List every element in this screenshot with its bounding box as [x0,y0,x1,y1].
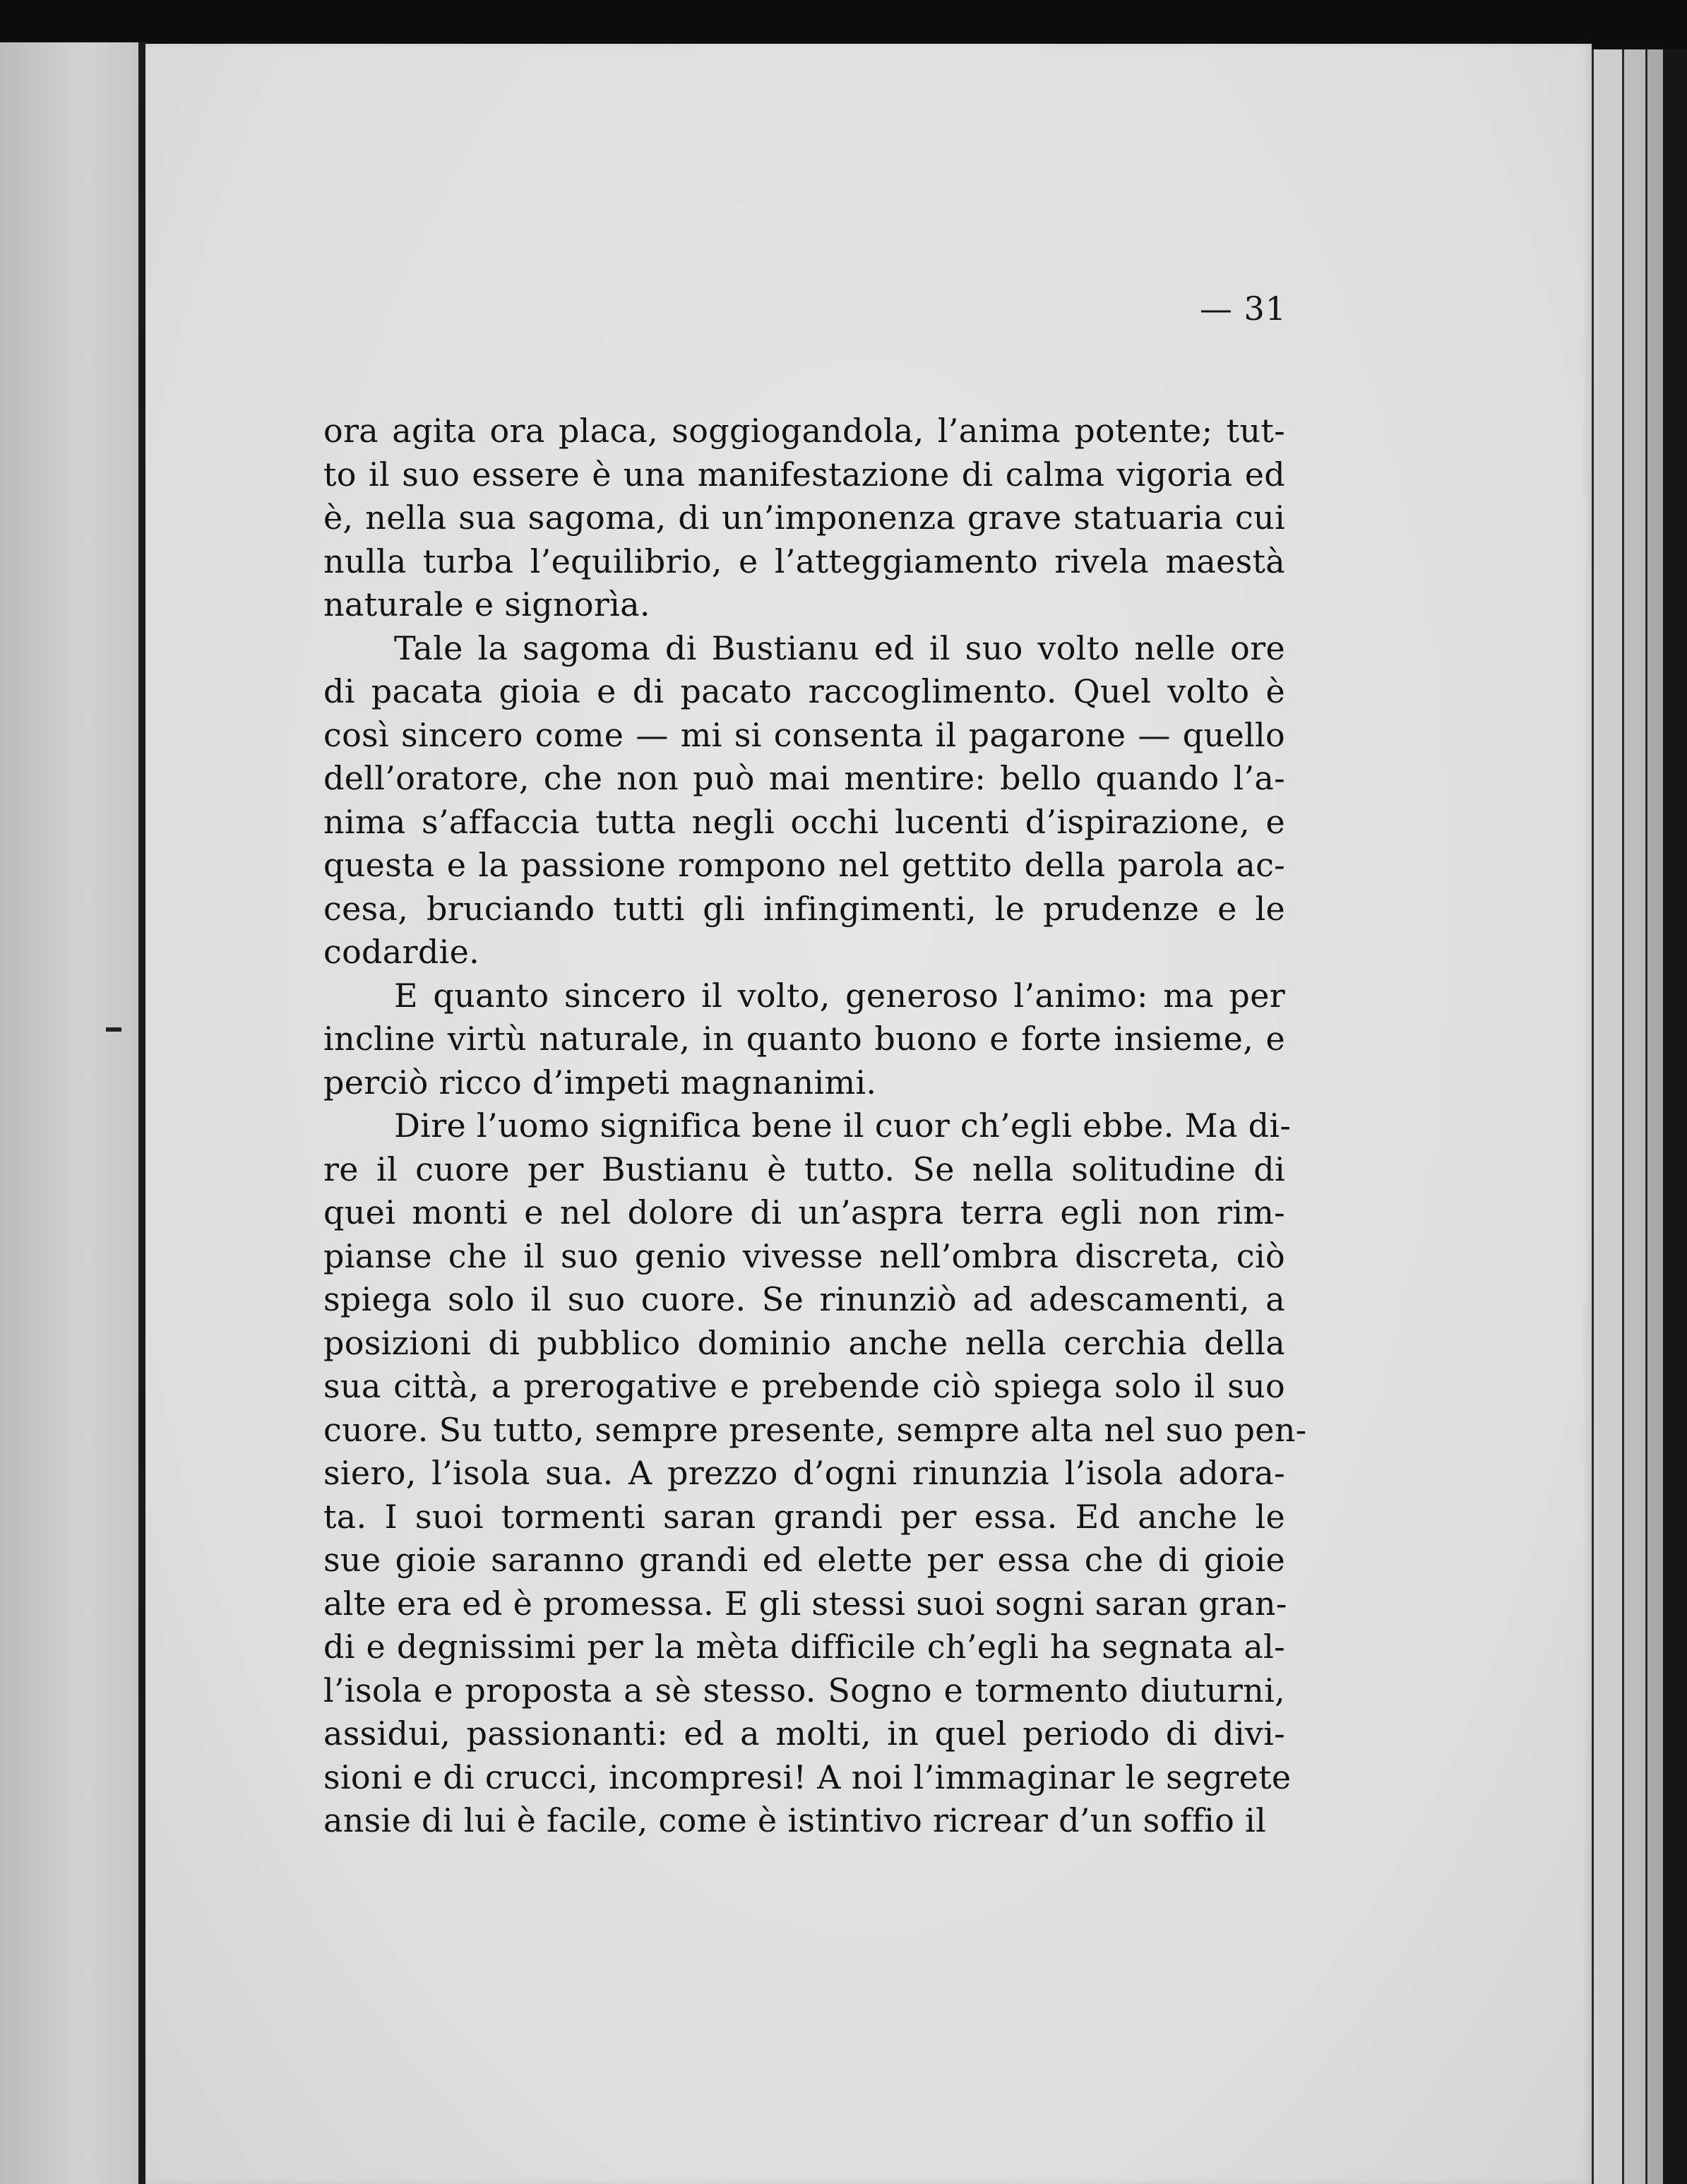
text-line: perciò ricco d’impeti magnanimi. [323,1063,877,1102]
paragraph [323,627,1285,974]
book-cover-edge [1663,49,1687,2184]
text-line: ta. I suoi tormenti saran grandi per essa. Ed anche le [323,1497,1285,1536]
text-line: to il suo essere è una manifestazione di calma vigoria ed [323,455,1285,494]
scan-background-top [0,0,1687,45]
text-line: re il cuore per Bustianu è tutto. Se nella solitudine di [323,1150,1285,1188]
text-line: codardie. [323,933,480,971]
text-line: posizioni di pubblico dominio anche nella cerchia della [323,1323,1285,1362]
text-line: incline virtù naturale, in quanto buono e forte insieme, e [323,1020,1285,1058]
text-line: sioni e di crucci, incompresi! A noi l’immaginar le segrete [323,1758,1292,1796]
paragraph [323,974,1285,1105]
text-line: alte era ed è promessa. E gli stessi suoi sogni saran gran- [323,1584,1287,1623]
body-text [323,410,1307,1843]
text-line: l’isola e proposta a sè stesso. Sogno e tormento diuturni, [323,1671,1285,1709]
page-stack-edge [1645,49,1663,2184]
text-line: assidui, passionanti: ed a molti, in quel periodo di divi- [323,1714,1285,1753]
text-line: E quanto sincero il volto, generoso l’animo: ma per [394,976,1285,1015]
text-line: cesa, bruciando tutti gli infingimenti, le prudenze e le [323,889,1285,928]
text-line: naturale e signorìa. [323,585,650,623]
paragraph [323,410,1285,627]
page-stack-edge [1622,49,1645,2184]
text-line: sue gioie saranno grandi ed elette per essa che di gioie [323,1541,1285,1579]
text-line: nulla turba l’equilibrio, e l’atteggiamento rivela maestà [323,542,1285,580]
text-line: di pacata gioia e di pacato raccoglimento. Quel volto è [323,672,1285,710]
margin-mark [106,1027,121,1032]
text-line: questa e la passione rompono nel gettito della parola ac- [323,846,1285,884]
text-line: dell’oratore, che non può mai mentire: bello quando l’a- [323,759,1285,797]
text-line: siero, l’isola sua. A prezzo d’ogni rinunzia l’isola adora- [323,1454,1285,1492]
text-line: ansie di lui è facile, come è istintivo ricrear d’un soffio il [323,1801,1267,1839]
text-line: così sincero come — mi si consenta il pagarone — quello [323,715,1285,754]
text-line: Dire l’uomo significa bene il cuor ch’egli ebbe. Ma di- [394,1106,1292,1145]
text-line: Tale la sagoma di Bustianu ed il suo volto nelle ore [394,628,1285,667]
text-line: sua città, a prerogative e prebende ciò spiega solo il suo [323,1367,1285,1405]
page-number: — 31 [1199,290,1287,328]
text-line: è, nella sua sagoma, di un’imponenza grave statuaria cui [323,499,1285,537]
page-stack-edge [1592,49,1622,2184]
text-line: nima s’affaccia tutta negli occhi lucenti d’ispirazione, e [323,802,1285,841]
text-line: spiega solo il suo cuore. Se rinunziò ad adescamenti, a [323,1280,1285,1318]
paragraph [323,1104,1307,1843]
text-line: quei monti e nel dolore di un’aspra terra egli non rim- [323,1193,1285,1231]
text-line: ora agita ora placa, soggiogandola, l’anima potente; tut- [323,412,1285,450]
text-line: di e degnissimi per la mèta difficile ch’egli ha segnata al- [323,1628,1285,1666]
text-line: cuore. Su tutto, sempre presente, sempre alta nel suo pen- [323,1410,1307,1449]
text-line: pianse che il suo genio vivesse nell’ombra discreta, ciò [323,1236,1285,1275]
previous-page-edge [0,42,145,2184]
